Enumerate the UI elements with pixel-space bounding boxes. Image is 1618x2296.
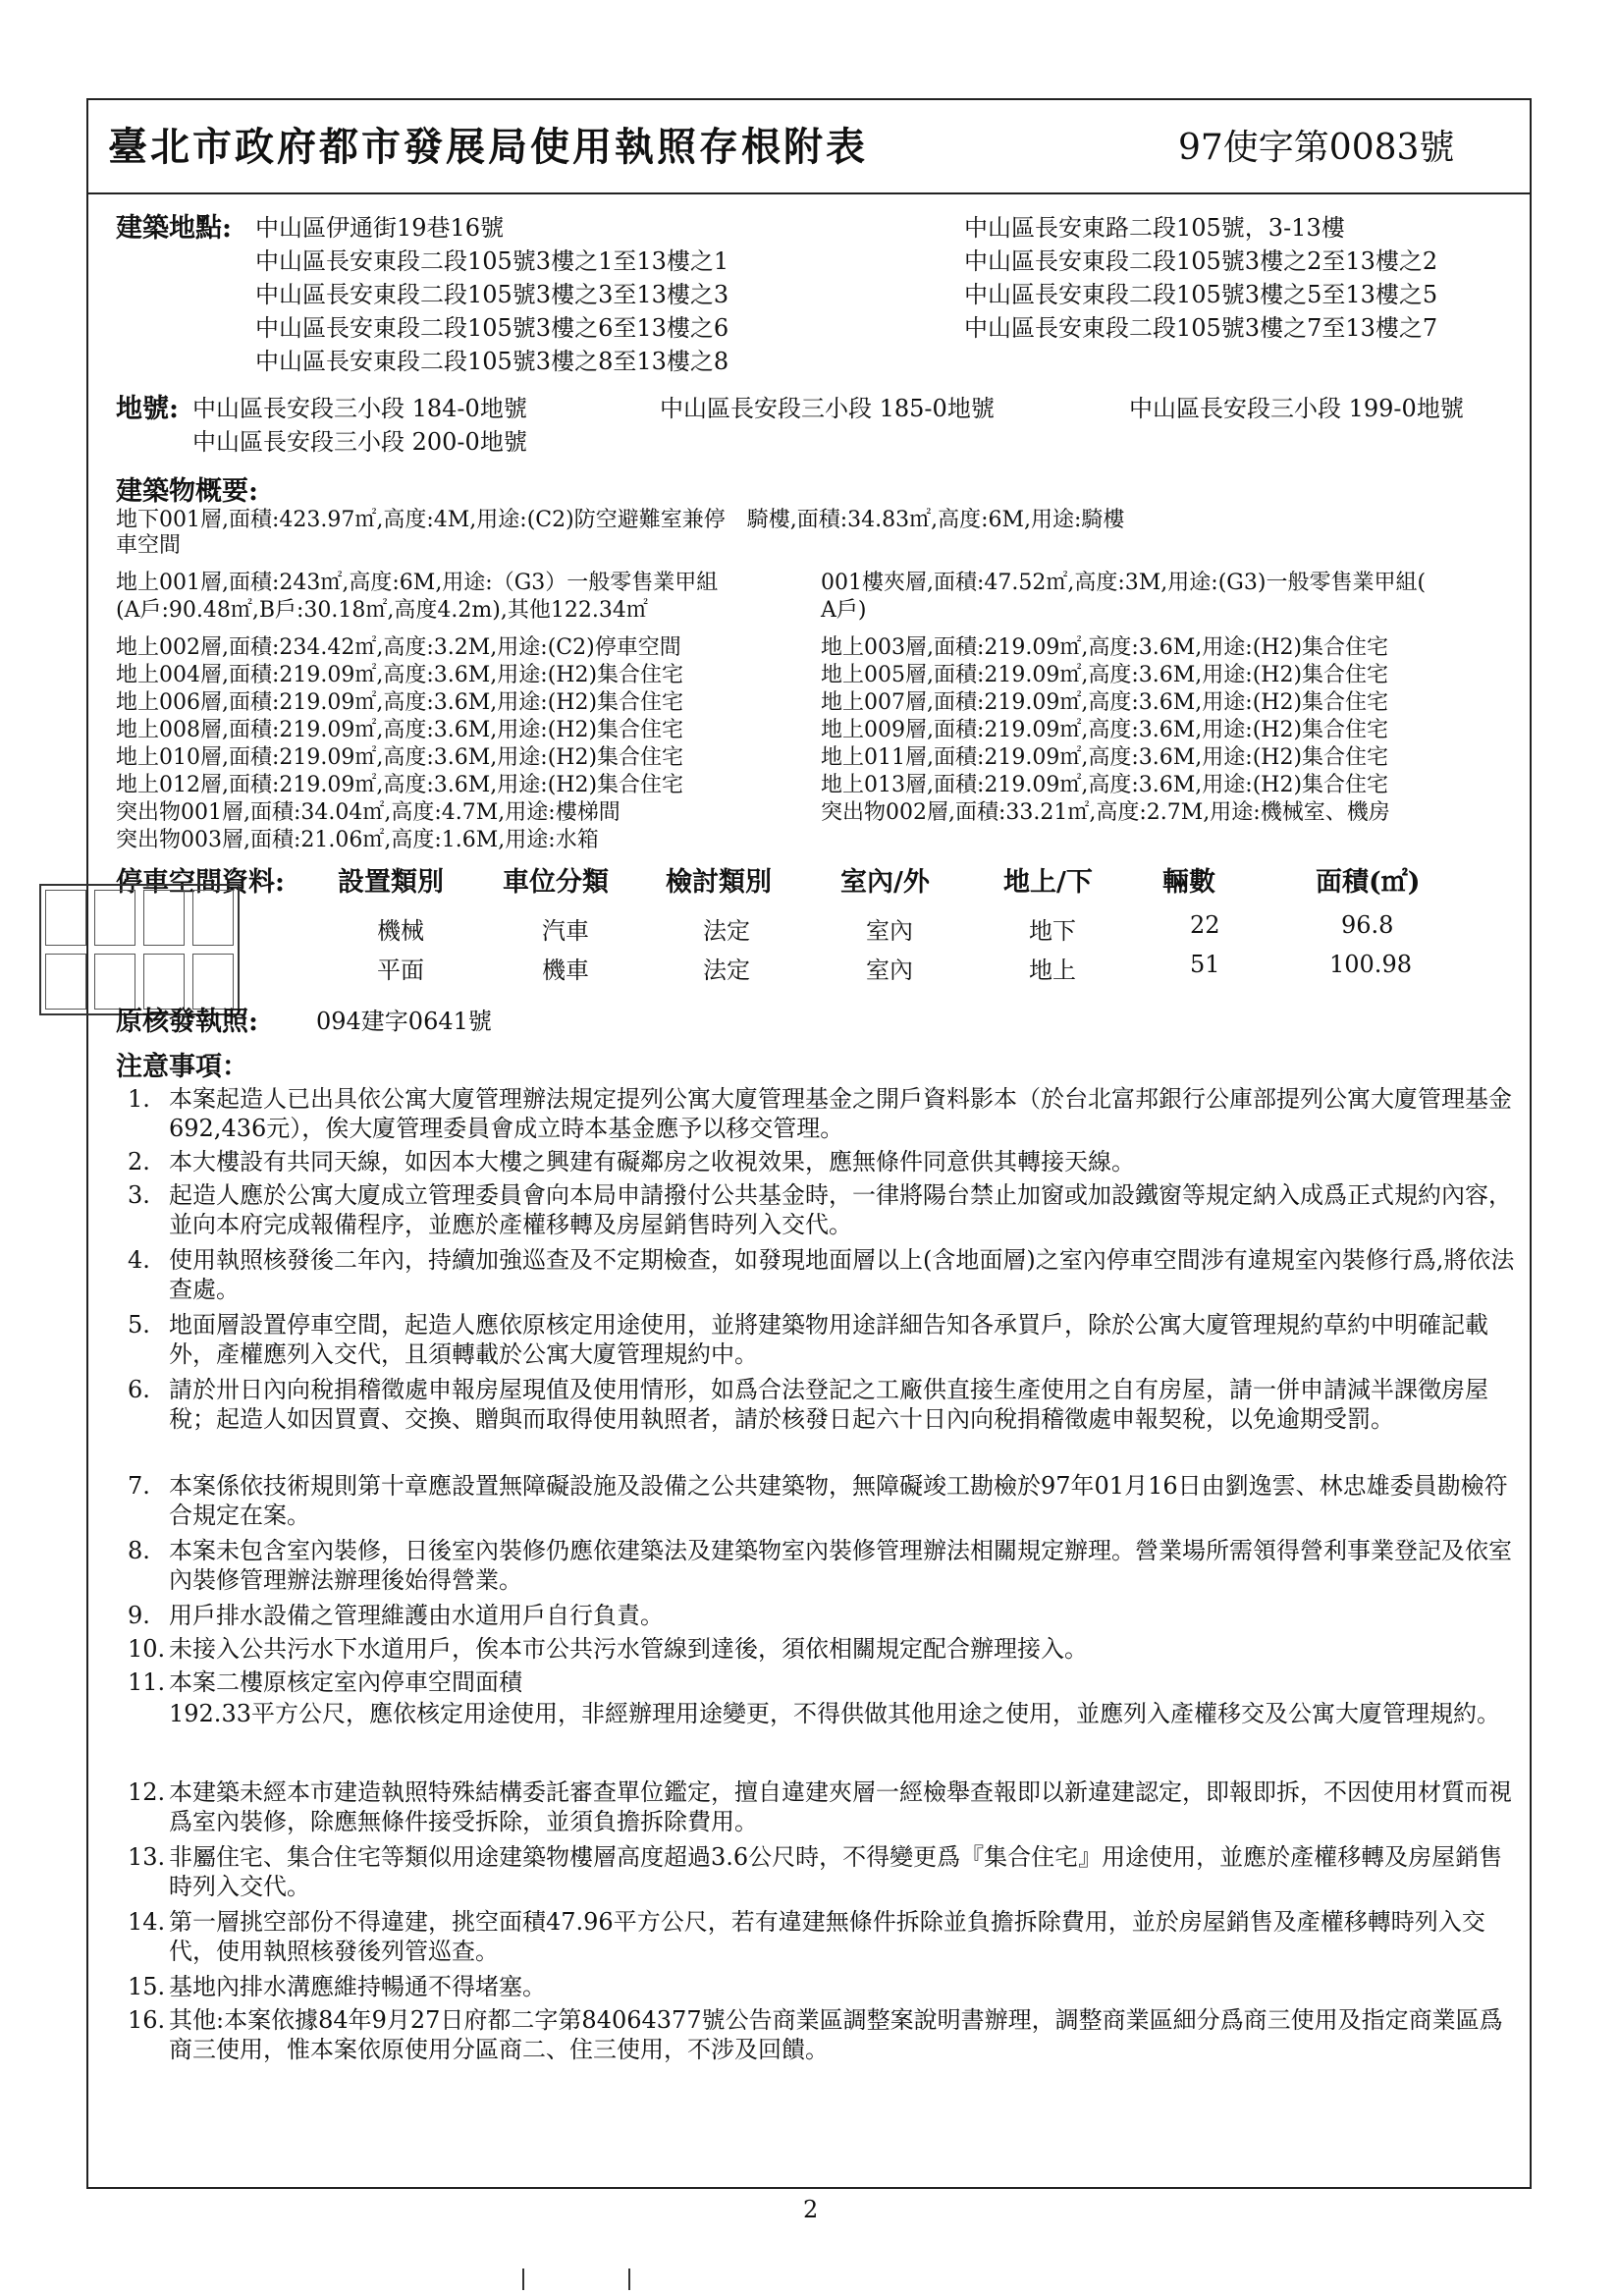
parking-row1-level: 地下 <box>1029 917 1076 945</box>
parking-header-review: 檢討類別 <box>666 867 772 898</box>
note-item: 14. 第一層挑空部份不得違建，挑空面積47.96平方公尺，若有違建無條件拆除並負擔拆除費用，並於房屋銷售及產權移轉時列入交代，使用執照核發後列管巡查。 <box>128 1908 1485 1965</box>
parking-row2-review: 法定 <box>703 957 750 984</box>
official-seal-stamp <box>39 884 240 1015</box>
note-item: 8. 本案未包含室內裝修，日後室內裝修仍應依建築法及建築物室內裝修管理辦法相關規定辦理。營業場所需領得營利事業登記及依室內裝修管理辦法辦理後始得營業。 <box>128 1537 1512 1594</box>
site-address-5: 中山區長安東段二段105號3樓之8至13樓之8 <box>255 348 729 375</box>
building-label: 建築物概要: <box>116 476 258 507</box>
parking-header-vehicle: 車位分類 <box>503 867 609 898</box>
site-address-3: 中山區長安東段二段105號3樓之3至13樓之3 <box>255 281 729 308</box>
building-floor-right-6: 地上013層,面積:219.09㎡,高度:3.6M,用途:(H2)集合住宅 <box>821 773 1389 797</box>
building-floor-left-4: 地上008層,面積:219.09㎡,高度:3.6M,用途:(H2)集合住宅 <box>116 718 684 742</box>
building-floor-left-8: 突出物003層,面積:21.06㎡,高度:1.6M,用途:水箱 <box>116 828 599 852</box>
building-floor-right-2: 地上005層,面積:219.09㎡,高度:3.6M,用途:(H2)集合住宅 <box>821 663 1389 687</box>
note-item: 6. 請於卅日內向稅捐稽徵處申報房屋現值及使用情形，如爲合法登記之工廠供直接生產使用之自有房屋，請一併申請減半課徵房屋稅；起造人如因買賣、交換、贈與而取得使用執照者，請於核發日起六十日內向稅捐稽徵處申報契稅，以免逾期受罰。 <box>128 1376 1488 1433</box>
note-item: 12. 本建築未經本市建造執照特殊結構委託審查單位鑑定，擅自違建夾層一經檢舉查報即以新違建認定，即報即拆，不因使用材質而視爲室內裝修，除應無條件接受拆除，並須負擔拆除費用。 <box>128 1778 1512 1835</box>
parking-row2-type: 平面 <box>377 957 424 984</box>
building-floor-left-1: 地上002層,面積:234.42㎡,高度:3.2M,用途:(C2)停車空間 <box>116 635 681 660</box>
building-floor-left-2: 地上004層,面積:219.09㎡,高度:3.6M,用途:(H2)集合住宅 <box>116 663 684 687</box>
note-item: 5. 地面層設置停車空間，起造人應依原核定用途使用，並將建築物用途詳細告知各承買戶，除於公寓大廈管理規約草約中明確記載外，產權應列入交代，且須轉載於公寓大廈管理規約中。 <box>128 1311 1488 1368</box>
parking-row2-indoor: 室內 <box>866 957 913 984</box>
parking-header-level: 地上/下 <box>1003 867 1093 898</box>
note-item: 11. 本案二樓原核定室內停車空間面積 <box>128 1668 522 1696</box>
building-floor-right-4: 地上009層,面積:219.09㎡,高度:3.6M,用途:(H2)集合住宅 <box>821 718 1389 742</box>
parking-row1-review: 法定 <box>703 917 750 945</box>
site-address-2: 中山區長安東段二段105號3樓之1至13樓之1 <box>255 247 729 275</box>
note-item: 2. 本大樓設有共同天線，如因本大樓之興建有礙鄰房之收視效果，應無條件同意供其轉接天線。 <box>128 1148 1135 1175</box>
note-item: 13. 非屬住宅、集合住宅等類似用途建築物樓層高度超過3.6公尺時，不得變更爲『集合住宅』用途使用，並應於產權移轉及房屋銷售時列入交代。 <box>128 1843 1503 1900</box>
building-floor1: 地上001層,面積:243㎡,高度:6M,用途:（G3）一般零售業甲組 <box>116 571 719 595</box>
parking-row2-area: 100.98 <box>1329 951 1412 978</box>
lot-number-1: 中山區長安段三小段 184-0地號 <box>192 395 527 422</box>
parking-row2-vehicle: 機車 <box>542 957 589 984</box>
building-floor-left-5: 地上010層,面積:219.09㎡,高度:3.6M,用途:(H2)集合住宅 <box>116 745 684 770</box>
original-license-label: 原核發執照: <box>116 1007 258 1037</box>
building-mezzanine: 001樓夾層,面積:47.52㎡,高度:3M,用途:(G3)一般零售業甲組( <box>821 571 1427 595</box>
site-address-6: 中山區長安東路二段105號，3-13樓 <box>964 214 1345 242</box>
site-label: 建築地點: <box>116 213 232 244</box>
title-divider <box>86 192 1530 194</box>
site-address-1: 中山區伊通街19巷16號 <box>255 214 505 242</box>
site-address-8: 中山區長安東段二段105號3樓之5至13樓之5 <box>964 281 1438 308</box>
building-floor-left-3: 地上006層,面積:219.09㎡,高度:3.6M,用途:(H2)集合住宅 <box>116 690 684 715</box>
building-floor1-cont: (A戶:90.48㎡,B戶:30.18㎡,高度4.2m),其他122.34㎡ <box>116 598 648 623</box>
page-title: 臺北市政府都市發展局使用執照存根附表 <box>108 124 868 170</box>
parking-label: 停車空間資料: <box>116 867 285 898</box>
parking-header-area: 面積(㎡) <box>1316 867 1421 898</box>
permit-number: 97使字第0083號 <box>1178 128 1455 168</box>
scan-mark <box>628 2269 630 2290</box>
note-item: 9. 用戶排水設備之管理維護由水道用戶自行負責。 <box>128 1602 664 1629</box>
parking-row1-type: 機械 <box>377 917 424 945</box>
parking-row2-level: 地上 <box>1029 957 1076 984</box>
building-floor-right-3: 地上007層,面積:219.09㎡,高度:3.6M,用途:(H2)集合住宅 <box>821 690 1389 715</box>
site-address-9: 中山區長安東段二段105號3樓之7至13樓之7 <box>964 314 1438 342</box>
original-license-value: 094建字0641號 <box>316 1008 492 1035</box>
scan-mark <box>522 2269 524 2290</box>
lot-number-3: 中山區長安段三小段 199-0地號 <box>1129 395 1464 422</box>
parking-header-count: 輛數 <box>1162 867 1215 898</box>
notes-label: 注意事項： <box>116 1052 248 1082</box>
lot-number-4: 中山區長安段三小段 200-0地號 <box>192 428 527 456</box>
note-item: 3. 起造人應於公寓大廈成立管理委員會向本局申請撥付公共基金時，一律將陽台禁止加窗或加設鐵窗等規定納入成爲正式規約內容，並向本府完成報備程序，並應於產權移轉及房屋銷售時列入交代。 <box>128 1181 1512 1238</box>
note-item: 192.33平方公尺，應依核定用途使用，非經辦理用途變更，不得供做其他用途之使用，並應列入產權移交及公寓大廈管理規約。 <box>169 1700 1500 1727</box>
building-floor-right-1: 地上003層,面積:219.09㎡,高度:3.6M,用途:(H2)集合住宅 <box>821 635 1389 660</box>
note-item: 1. 本案起造人已出具依公寓大廈管理辦法規定提列公寓大廈管理基金之開戶資料影本（於台北富邦銀行公庫部提列公寓大廈管理基金692,436元），俟大廈管理委員會成立時本基金應予以移交管理。 <box>128 1085 1512 1142</box>
building-floor-right-7: 突出物002層,面積:33.21㎡,高度:2.7M,用途:機械室、機房 <box>821 800 1390 825</box>
building-basement: 地下001層,面積:423.97㎡,高度:4M,用途:(C2)防空避難室兼停 騎樓,面積:34.83㎡,高度:6M,用途:騎樓 <box>116 508 1125 532</box>
note-item: 7. 本案係依技術規則第十章應設置無障礙設施及設備之公共建築物，無障礙竣工勘檢於97年01月16日由劉逸雲、林忠雄委員勘檢符合規定在案。 <box>128 1472 1508 1529</box>
note-item: 15. 基地內排水溝應維持暢通不得堵塞。 <box>128 1973 546 2000</box>
lot-label: 地號: <box>116 394 179 424</box>
building-mezzanine-cont: A戶) <box>821 598 867 623</box>
parking-header-type: 設置類別 <box>338 867 444 898</box>
page-number: 2 <box>803 2196 819 2223</box>
parking-row1-vehicle: 汽車 <box>542 917 589 945</box>
parking-row1-count: 22 <box>1190 911 1220 939</box>
parking-row1-area: 96.8 <box>1341 911 1394 939</box>
parking-row2-count: 51 <box>1190 951 1220 978</box>
building-floor-right-5: 地上011層,面積:219.09㎡,高度:3.6M,用途:(H2)集合住宅 <box>821 745 1389 770</box>
site-address-7: 中山區長安東段二段105號3樓之2至13樓之2 <box>964 247 1438 275</box>
note-item: 16. 其他:本案依據84年9月27日府都二字第84064377號公告商業區調整案說明書辦理，調整商業區細分爲商三使用及指定商業區爲商三使用，惟本案依原使用分區商二、住三使用，不涉及回饋。 <box>128 2006 1503 2063</box>
site-address-4: 中山區長安東段二段105號3樓之6至13樓之6 <box>255 314 729 342</box>
building-floor-left-7: 突出物001層,面積:34.04㎡,高度:4.7M,用途:樓梯間 <box>116 800 620 825</box>
building-basement-cont: 車空間 <box>116 533 182 558</box>
note-item: 10. 未接入公共污水下水道用戶，俟本市公共污水管線到達後，須依相關規定配合辦理接入。 <box>128 1635 1088 1663</box>
building-floor-left-6: 地上012層,面積:219.09㎡,高度:3.6M,用途:(H2)集合住宅 <box>116 773 684 797</box>
note-item: 4. 使用執照核發後二年內，持續加強巡查及不定期檢查，如發現地面層以上(含地面層)之室內停車空間涉有違規室內裝修行爲,將依法查處。 <box>128 1246 1515 1303</box>
parking-row1-indoor: 室內 <box>866 917 913 945</box>
parking-header-indoor: 室內/外 <box>840 867 930 898</box>
lot-number-2: 中山區長安段三小段 185-0地號 <box>660 395 995 422</box>
